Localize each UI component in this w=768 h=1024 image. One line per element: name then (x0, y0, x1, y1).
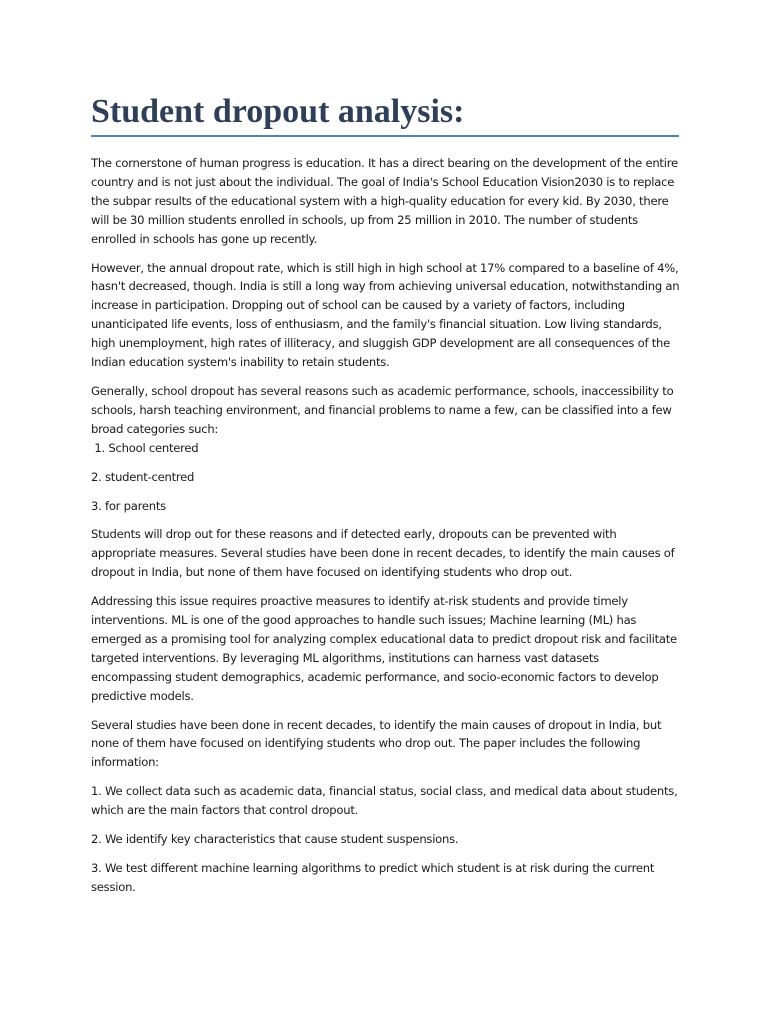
paragraph-studies: Several studies have been done in recent decades, to identify the main causes of dropout in India, but none of them have focused on identifying students who drop out. The paper includes the following information: (91, 717, 662, 770)
list-item-test-algorithms: 3. We test different machine learning algorithms to predict which student is at risk during the current session. (91, 861, 655, 894)
paragraph-reasons: Generally, school dropout has several reasons such as academic performance, schools, inaccessibility to schools, harsh teaching environment, and financial problems to name a few, can be classified into a few broad categories such: (91, 383, 674, 436)
document-title: Student dropout analysis: (91, 93, 465, 130)
paragraph-dropout-rate: However, the annual dropout rate, which is still high in high school at 17% compared to a baseline of 4%, hasn't decreased, though. India is still a long way from achieving universal education, notwithstanding an increase in participation. Dropping out of school can be caused by a variety of factors, including unanticipated life events, loss of enthusiasm, and the family's financial situation. Low living standards, high unemployment, high rates of illiteracy, and sluggish GDP development are all consequences of the Indian education system's inability to retain students. (91, 260, 680, 370)
list-item-school-centered: 1. School centered (91, 440, 199, 455)
list-item-collect-data: 1. We collect data such as academic data, financial status, social class, and medical data about students, which are the main factors that control dropout. (91, 784, 678, 818)
list-item-key-characteristics: 2. We identify key characteristics that cause student suspensions. (91, 832, 459, 847)
title-underline-rule (91, 135, 679, 137)
paragraph-early-detection: Students will drop out for these reasons and if detected early, dropouts can be prevented with appropriate measures. Several studies have been done in recent decades, to identify the main causes of dropout in India, but none of them have focused on identifying students who drop out. (91, 527, 675, 580)
paragraph-intro: The cornerstone of human progress is education. It has a direct bearing on the development of the entire country and is not just about the individual. The goal of India's School Education Vision2030 is to replace the subpar results of the educational system with a high-quality education for every kid. By 2030, there will be 30 million students enrolled in schools, up from 25 million in 2010. The number of students enrolled in schools has gone up recently. (91, 156, 678, 246)
paragraph-ml-approach: Addressing this issue requires proactive measures to identify at-risk students and provide timely interventions. ML is one of the good approaches to handle such issues; Machine learning (ML) has emerged as a promising tool for analyzing complex educational data to predict dropout risk and facilitate targeted interventions. By leveraging ML algorithms, institutions can harness vast datasets encompassing student demographics, academic performance, and socio-economic factors to develop predictive models. (91, 594, 677, 703)
list-item-for-parents: 3. for parents (91, 498, 166, 513)
list-item-student-centred: 2. student-centred (91, 469, 195, 484)
document-body (91, 92, 681, 907)
